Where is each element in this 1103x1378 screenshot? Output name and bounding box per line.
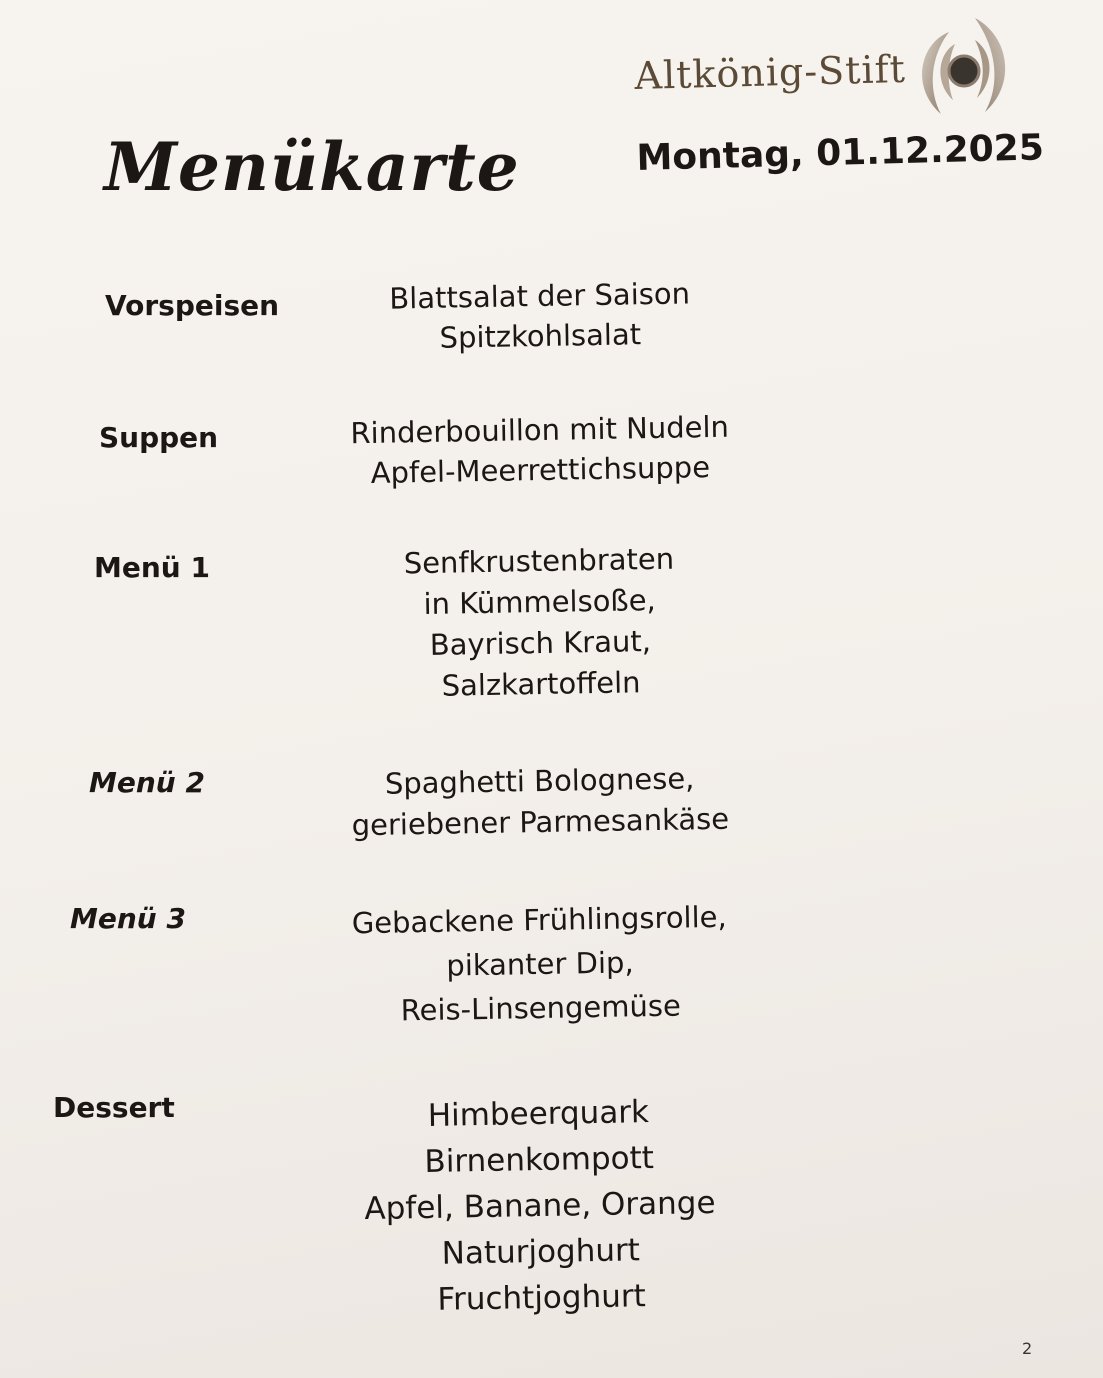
brand-name: Altkönig-Stift: [634, 46, 907, 98]
section-label-menu-2: Menü 2: [89, 766, 205, 799]
menu-item: Apfel-Meerrettichsuppe: [370, 450, 711, 490]
section-items-menu-1: [403, 539, 676, 708]
section-items-dessert: [362, 1088, 717, 1324]
section-items-menu-2: [351, 758, 730, 847]
menu-item: Apfel, Banane, Orange: [364, 1184, 716, 1228]
menu-item: geriebener Parmesankäse: [351, 801, 730, 843]
menu-date: Montag, 01.12.2025: [636, 127, 1045, 179]
menu-item: Salzkartoffeln: [441, 665, 641, 703]
section-items-menu-3: [351, 895, 728, 1034]
menu-item: Senfkrustenbraten: [403, 541, 675, 581]
menu-item: in Kümmelsoße,: [423, 582, 657, 622]
altkoenig-stift-logo-icon: [905, 14, 1017, 126]
section-label-menu-3: Menü 3: [70, 902, 186, 935]
menu-item: Fruchtjoghurt: [437, 1278, 647, 1318]
menu-item: Blattsalat der Saison: [389, 276, 691, 316]
page-title: Menükarte: [104, 128, 520, 206]
section-label-suppen: Suppen: [99, 421, 219, 454]
menu-item: pikanter Dip,: [446, 945, 634, 983]
menu-item: Himbeerquark: [427, 1094, 650, 1134]
section-label-dessert: Dessert: [53, 1091, 175, 1124]
menu-item: Rinderbouillon mit Nudeln: [350, 409, 730, 451]
section-items-vorspeisen: [389, 273, 691, 358]
menu-item: Naturjoghurt: [441, 1232, 641, 1272]
menu-item: Bayrisch Kraut,: [429, 624, 652, 662]
section-label-menu-1: Menü 1: [94, 551, 210, 584]
section-label-vorspeisen: Vorspeisen: [105, 289, 280, 322]
page-number: 2: [1022, 1339, 1033, 1358]
menu-item: Gebackene Frühlingsrolle,: [351, 899, 727, 941]
menu-item: Birnenkompott: [424, 1140, 655, 1181]
menu-item: Spitzkohlsalat: [439, 317, 642, 355]
menu-item: Reis-Linsengemüse: [400, 988, 682, 1028]
menu-item: Spaghetti Bolognese,: [384, 761, 695, 801]
section-items-suppen: [350, 407, 730, 494]
